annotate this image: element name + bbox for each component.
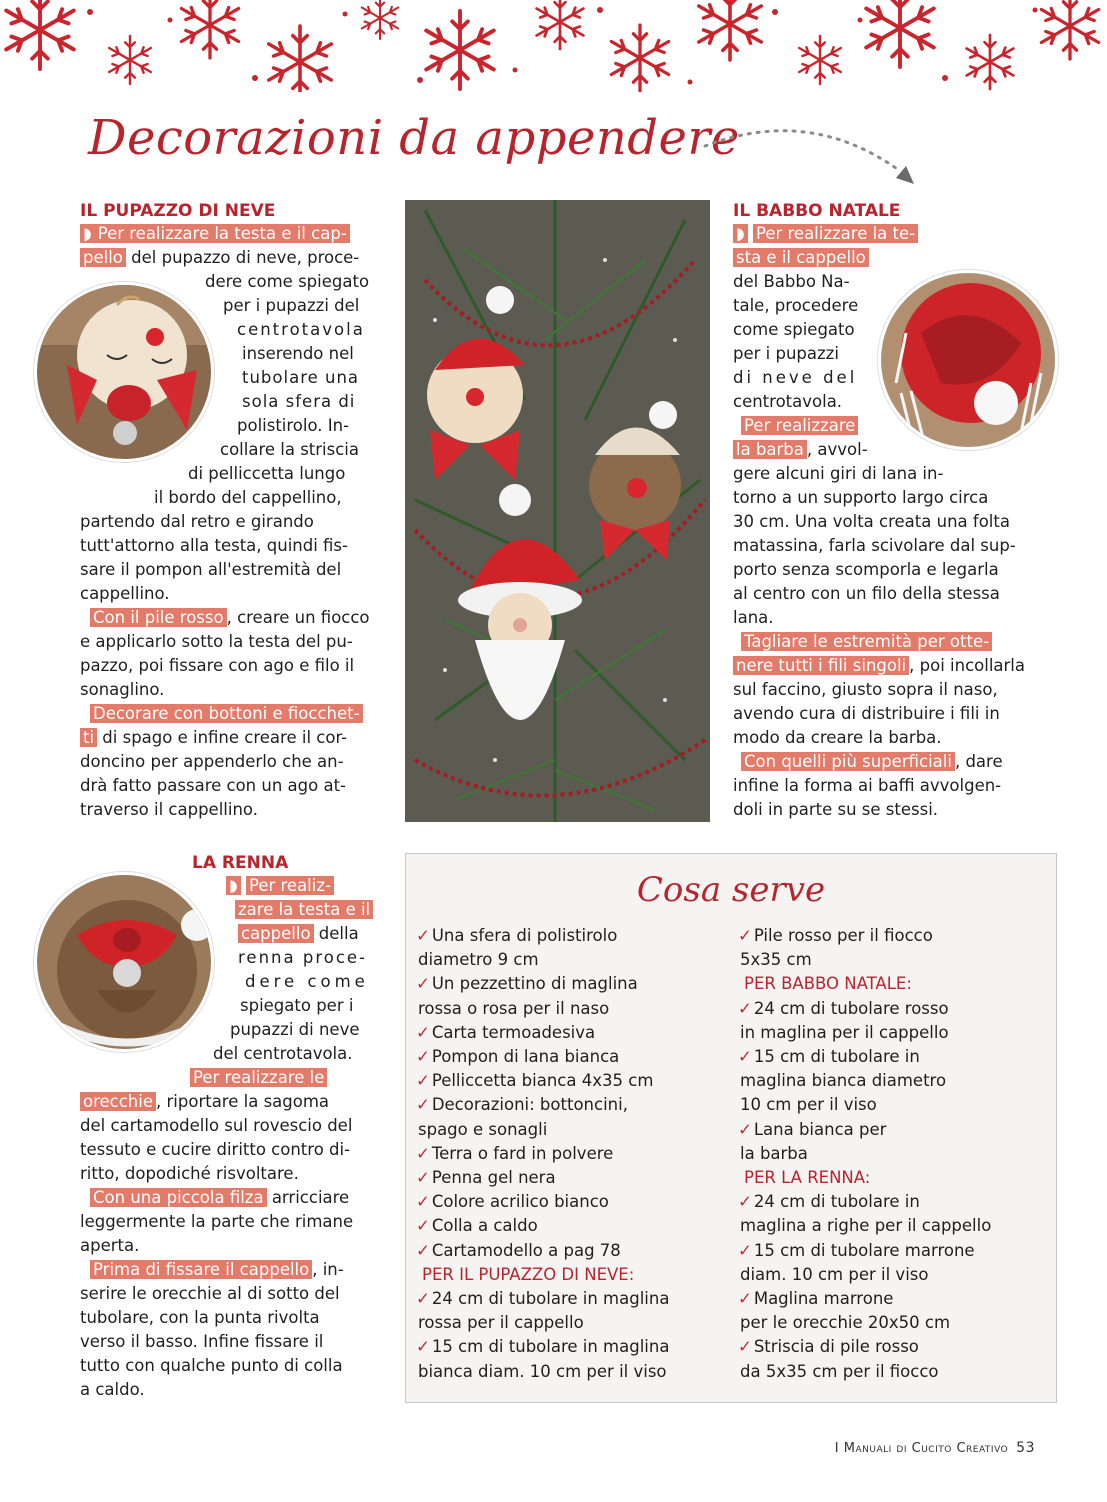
checkmark-icon: ✓ — [416, 1168, 430, 1188]
materials-text: Colore acrilico bianco — [431, 1192, 609, 1212]
checkmark-icon: ✓ — [416, 1192, 430, 1212]
text-line: pupazzi di neve — [230, 1020, 360, 1039]
text-line: tutt'attorno alla testa, quindi fis- — [80, 536, 348, 555]
reindeer-ornament-icon — [37, 875, 211, 1049]
dotted-arrow-icon — [700, 116, 930, 196]
materials-item — [738, 1069, 1048, 1093]
materials-text: Pile rosso per il fiocco — [753, 926, 933, 945]
text-line: dere come — [245, 972, 369, 991]
text-line: di pelliccetta lungo — [188, 464, 346, 483]
pupazzo-highlight: Decorare con bottoni e fiocchet- — [90, 704, 363, 723]
text-line: tubolare, con la punta rivolta — [80, 1308, 320, 1327]
materials-text: Terra o fard in polvere — [431, 1143, 614, 1163]
materials-item — [416, 1239, 726, 1263]
text-line: di neve del — [733, 368, 858, 387]
materials-item — [416, 1335, 726, 1359]
checkmark-icon: ✓ — [738, 1289, 752, 1309]
renna-heading: LA RENNA — [192, 853, 289, 873]
text-line: 30 cm. Una volta creata una folta — [733, 512, 1010, 531]
page-title: Decorazioni da appendere — [88, 110, 740, 166]
snowflake-pattern-icon — [0, 0, 1107, 92]
materials-item — [416, 997, 726, 1021]
snowflake-banner — [0, 0, 1107, 92]
materials-item — [416, 1118, 726, 1142]
pupazzo-highlight: Con il pile rosso — [90, 608, 227, 627]
materials-item — [738, 1311, 1048, 1335]
text-line: e applicarlo sotto la testa del pu- — [80, 632, 353, 651]
text-line: doli in parte su se stessi. — [733, 800, 939, 819]
materials-item — [416, 1021, 726, 1045]
text-line: della — [313, 924, 359, 943]
text-line: del Babbo Na- — [733, 272, 850, 291]
materials-item — [416, 1190, 726, 1214]
text-line: tubolare una — [242, 368, 360, 387]
materials-text: Maglina marrone — [753, 1289, 894, 1309]
bullet-icon: ◗ — [733, 224, 748, 243]
text-line: centrotavola — [237, 320, 365, 339]
text-line: sul faccino, giusto sopra il naso, — [733, 680, 998, 699]
materials-text: Un pezzettino di maglina — [431, 974, 638, 994]
text-line: renna proce- — [238, 948, 368, 967]
materials-text: diametro 9 cm — [418, 950, 539, 970]
materials-item — [738, 924, 1048, 948]
page-footer — [835, 1440, 1035, 1456]
materials-text: la barba — [740, 1143, 808, 1163]
text-line: drà fatto passare con un ago at- — [80, 776, 347, 795]
text-line: polistirolo. In- — [237, 416, 350, 435]
babbo-highlight: Per realizzare la te- — [753, 224, 918, 243]
materials-text: 10 cm per il viso — [740, 1095, 877, 1115]
checkmark-icon: ✓ — [416, 1143, 430, 1163]
materials-item — [738, 1239, 1048, 1263]
text-line: leggermente la parte che rimane — [80, 1212, 354, 1231]
materials-text: PER LA RENNA: — [744, 1168, 871, 1188]
text-line: matassina, farla scivolare dal sup- — [733, 536, 1016, 555]
text-line: collare la striscia — [220, 440, 360, 459]
materials-item — [416, 1142, 726, 1166]
text-line: sare il pompon all'estremità del — [80, 560, 342, 579]
materials-text: Cartamodello a pag 78 — [431, 1240, 621, 1260]
ornaments-photo — [405, 200, 710, 822]
text-line: porto senza scomporla e legarla — [733, 560, 999, 579]
bullet-icon: ◗ — [226, 876, 241, 895]
materials-text: 15 cm di tubolare in — [753, 1047, 920, 1067]
materials-text: Lana bianca per — [753, 1119, 887, 1139]
pupazzo-highlight: pello — [80, 248, 126, 267]
snowman-photo — [34, 282, 214, 462]
checkmark-icon: ✓ — [416, 926, 430, 945]
text-line: come spiegato — [733, 320, 855, 339]
text-line: , poi incollarla — [909, 656, 1025, 675]
text-line: torno a un supporto largo circa — [733, 488, 989, 507]
materials-subheading — [416, 1263, 726, 1287]
materials-text: Pompon di lana bianca — [431, 1047, 620, 1067]
checkmark-icon: ✓ — [738, 998, 752, 1018]
babbo-highlight: Tagliare le estremità per otte- — [741, 632, 992, 651]
checkmark-icon: ✓ — [416, 1071, 430, 1091]
text-line: tessuto e cucire diritto contro di- — [80, 1140, 351, 1159]
materials-item — [416, 1287, 726, 1311]
text-line: sola sfera di — [242, 392, 356, 411]
materials-item — [416, 1214, 726, 1238]
materials-item — [738, 1142, 1048, 1166]
materials-item — [738, 1360, 1048, 1384]
materials-list-right — [738, 924, 1048, 1384]
santa-photo — [878, 270, 1058, 450]
text-line: sonaglino. — [80, 680, 165, 699]
santa-hat-icon — [881, 273, 1055, 447]
text-line: serire le orecchie al di sotto del — [80, 1284, 340, 1303]
christmas-tree-ornaments-icon — [405, 200, 710, 822]
renna-highlight: Per realiz- — [246, 876, 334, 895]
materials-text: 15 cm di tubolare marrone — [753, 1240, 975, 1260]
materials-text: 24 cm di tubolare in — [753, 1192, 920, 1212]
materials-subheading — [738, 1166, 1048, 1190]
materials-item — [738, 1335, 1048, 1359]
materials-text: diam. 10 cm per il viso — [740, 1264, 929, 1284]
checkmark-icon: ✓ — [416, 1337, 430, 1357]
materials-item — [738, 1045, 1048, 1069]
text-line: ritto, dopodiché risvoltare. — [80, 1164, 299, 1183]
checkmark-icon: ✓ — [738, 926, 752, 945]
text-line: del centrotavola. — [213, 1044, 353, 1063]
text-line: infine la forma ai baffi avvolgen- — [733, 776, 1002, 795]
footer-text: I Manuali di Cucito Creativo — [834, 1441, 1009, 1456]
renna-highlight: zare la testa e il — [235, 900, 373, 919]
text-line: tutto con qualche punto di colla — [80, 1356, 343, 1375]
babbo-highlight: sta e il cappello — [733, 248, 869, 267]
materials-item — [416, 1045, 726, 1069]
materials-text: Una sfera di polistirolo — [431, 926, 618, 945]
materials-text: 5x35 cm — [740, 950, 812, 970]
materials-text: spago e sonagli — [418, 1119, 548, 1139]
materials-text: in maglina per il cappello — [740, 1022, 949, 1042]
checkmark-icon: ✓ — [738, 1192, 752, 1212]
materials-text: PER BABBO NATALE: — [744, 974, 912, 994]
pupazzo-highlight: ti — [80, 728, 97, 747]
materials-item — [738, 997, 1048, 1021]
text-line: , creare un fiocco — [226, 608, 370, 627]
materials-item — [416, 1069, 726, 1093]
materials-item — [416, 1360, 726, 1384]
checkmark-icon: ✓ — [416, 1022, 430, 1042]
text-line: spiegato per i — [240, 996, 354, 1015]
materials-text: maglina bianca diametro — [740, 1071, 947, 1091]
materials-text: rossa per il cappello — [418, 1313, 584, 1333]
babbo-heading: IL BABBO NATALE — [733, 201, 901, 221]
materials-item — [738, 948, 1048, 972]
text-line: , dare — [954, 752, 1003, 771]
materials-item — [416, 1166, 726, 1190]
text-line: al centro con un filo della stessa — [733, 584, 1000, 603]
materials-text: PER IL PUPAZZO DI NEVE: — [422, 1264, 635, 1284]
materials-item — [738, 1263, 1048, 1287]
pupazzo-highlight: Per realizzare la testa e il cap- — [95, 224, 350, 243]
materials-text: da 5x35 cm per il fiocco — [740, 1361, 939, 1381]
babbo-highlight: Per realizzare — [741, 416, 858, 435]
text-line: gere alcuni giri di lana in- — [733, 464, 944, 483]
renna-highlight: cappello — [238, 924, 314, 943]
text-line: modo da creare la barba. — [733, 728, 942, 747]
text-line: centrotavola. — [733, 392, 843, 411]
text-line: avendo cura di distribuire i fili in — [733, 704, 1000, 723]
materials-text: 15 cm di tubolare in maglina — [431, 1337, 670, 1357]
materials-title: Cosa serve — [636, 870, 826, 910]
text-line: arricciare — [266, 1188, 350, 1207]
checkmark-icon: ✓ — [416, 1047, 430, 1067]
text-line: del pupazzo di neve, proce- — [131, 248, 360, 267]
text-line: , in- — [312, 1260, 344, 1279]
snowman-ornament-icon — [37, 285, 211, 459]
materials-item — [738, 1021, 1048, 1045]
text-line: aperta. — [80, 1236, 140, 1255]
text-line: del cartamodello sul rovescio del — [80, 1116, 353, 1135]
checkmark-icon: ✓ — [416, 974, 430, 994]
checkmark-icon: ✓ — [738, 1119, 752, 1139]
materials-text: maglina a righe per il cappello — [740, 1216, 992, 1236]
materials-item — [416, 972, 726, 996]
pupazzo-heading: IL PUPAZZO DI NEVE — [80, 201, 276, 221]
text-line: partendo dal retro e girando — [80, 512, 314, 531]
page-number: 53 — [1016, 1440, 1035, 1456]
materials-text: Penna gel nera — [431, 1168, 556, 1188]
materials-item — [738, 1287, 1048, 1311]
renna-highlight: Per realizzare le — [190, 1068, 327, 1087]
text-line: cappellino. — [80, 584, 170, 603]
materials-text: Colla a caldo — [431, 1216, 538, 1236]
text-line: di spago e infine creare il cor- — [97, 728, 348, 747]
materials-text: Carta termoadesiva — [431, 1022, 596, 1042]
text-line: verso il basso. Infine fissare il — [80, 1332, 324, 1351]
checkmark-icon: ✓ — [416, 1095, 430, 1115]
materials-item — [738, 1214, 1048, 1238]
babbo-highlight: la barba — [733, 440, 807, 459]
materials-text: 24 cm di tubolare in maglina — [431, 1289, 670, 1309]
materials-item — [738, 1190, 1048, 1214]
renna-highlight: Con una piccola filza — [90, 1188, 267, 1207]
materials-item — [416, 924, 726, 948]
materials-text: 24 cm di tubolare rosso — [753, 998, 949, 1018]
materials-text: Decorazioni: bottoncini, — [431, 1095, 628, 1115]
text-line: doncino per appenderlo che an- — [80, 752, 344, 771]
text-line: , avvol- — [806, 440, 868, 459]
text-line: per i pupazzi del — [223, 296, 360, 315]
checkmark-icon: ✓ — [738, 1047, 752, 1067]
reindeer-photo — [34, 872, 214, 1052]
materials-item — [738, 1093, 1048, 1117]
materials-text: bianca diam. 10 cm per il viso — [418, 1361, 667, 1381]
materials-box — [405, 853, 1057, 1403]
text-line: traverso il cappellino. — [80, 800, 258, 819]
materials-text: Striscia di pile rosso — [753, 1337, 919, 1357]
checkmark-icon: ✓ — [738, 1337, 752, 1357]
babbo-highlight: Con quelli più superficiali — [741, 752, 955, 771]
materials-list-left — [416, 924, 726, 1384]
materials-item — [738, 1118, 1048, 1142]
text-line: pazzo, poi fissare con ago e filo il — [80, 656, 355, 675]
materials-item — [416, 1311, 726, 1335]
materials-item — [416, 948, 726, 972]
materials-text: per le orecchie 20x50 cm — [740, 1313, 951, 1333]
materials-text: Pelliccetta bianca 4x35 cm — [431, 1071, 654, 1091]
text-line: inserendo nel — [242, 344, 354, 363]
text-line: per i pupazzi — [733, 344, 839, 363]
text-line: lana. — [733, 608, 774, 627]
text-line: a caldo. — [80, 1380, 145, 1399]
babbo-highlight: nere tutti i fili singoli — [733, 656, 909, 675]
renna-highlight: Prima di fissare il cappello — [90, 1260, 312, 1279]
materials-text: rossa o rosa per il naso — [418, 998, 610, 1018]
text-line: tale, procedere — [733, 296, 859, 315]
bullet-icon: ◗ — [80, 224, 95, 243]
materials-subheading — [738, 972, 1048, 996]
checkmark-icon: ✓ — [416, 1289, 430, 1309]
renna-highlight: orecchie — [80, 1092, 156, 1111]
checkmark-icon: ✓ — [738, 1240, 752, 1260]
materials-item — [416, 1093, 726, 1117]
text-line: dere come spiegato — [205, 272, 370, 291]
checkmark-icon: ✓ — [416, 1240, 430, 1260]
checkmark-icon: ✓ — [416, 1216, 430, 1236]
text-line: il bordo del cappellino, — [154, 488, 342, 507]
text-line: , riportare la sagoma — [156, 1092, 330, 1111]
